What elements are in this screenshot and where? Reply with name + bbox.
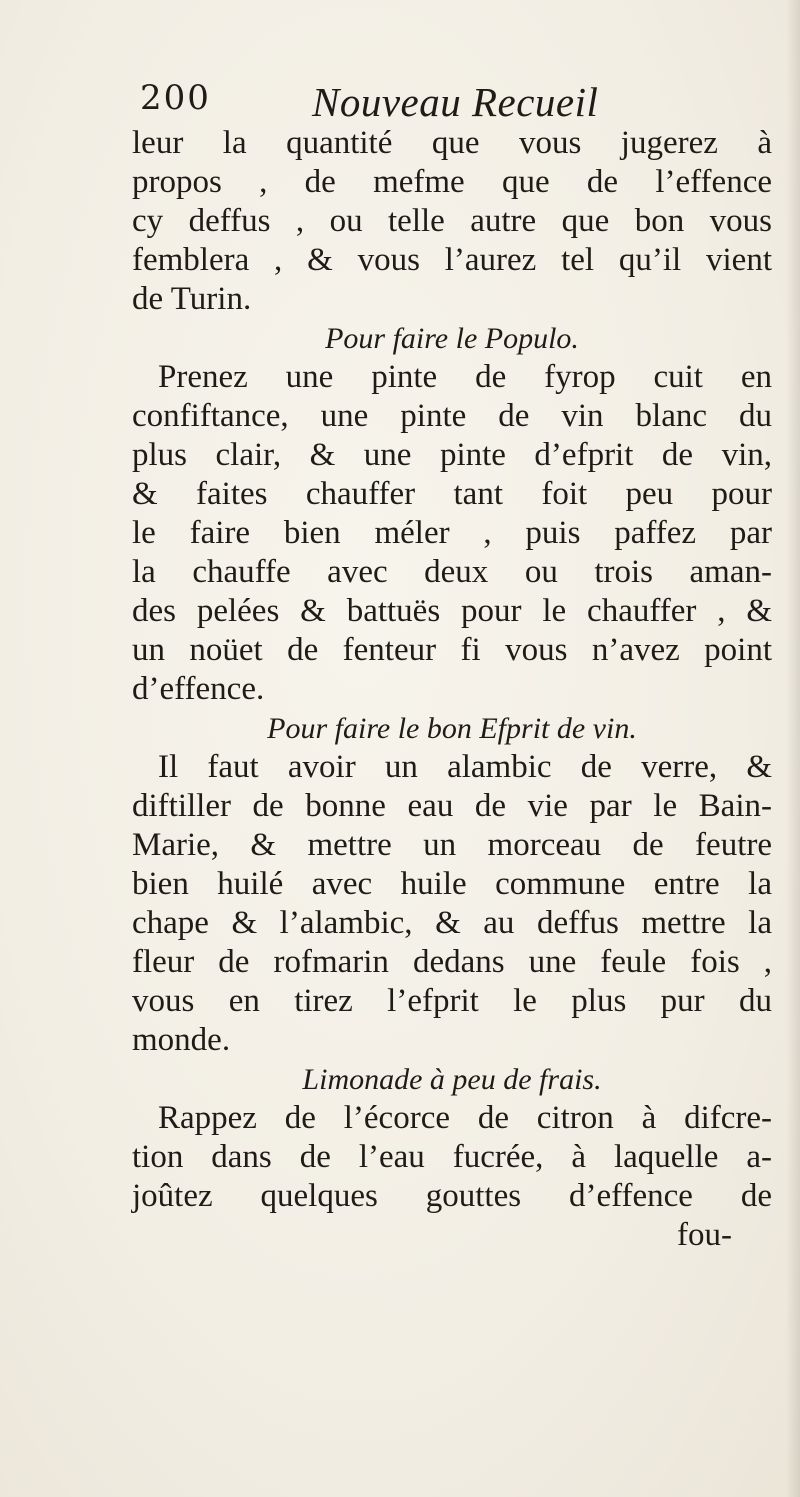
- section-heading-populo: Pour faire le Populo.: [325, 322, 579, 355]
- text-line: Rappez de l’écorce de citron à difcre-: [158, 1100, 772, 1136]
- page-edge-shadow: [786, 0, 800, 1497]
- catchword: fou-: [677, 1217, 732, 1253]
- text-line: Marie, & mettre un morceau de feutre: [132, 827, 772, 863]
- text-line: des pelées & battuës pour le chauffer , &: [132, 593, 772, 629]
- text-line: de Turin.: [132, 281, 252, 317]
- text-line: diftiller de bonne eau de vie par le Bain-: [132, 788, 772, 824]
- text-line: plus clair, & une pinte d’efprit de vin,: [132, 437, 772, 473]
- text-line: monde.: [132, 1022, 231, 1058]
- text-line: tion dans de l’eau fucrée, à laquelle a-: [132, 1139, 772, 1175]
- text-line: le faire bien méler , puis paffez par: [132, 515, 772, 551]
- text-line: joûtez quelques gouttes d’effence de: [132, 1178, 772, 1214]
- text-line: bien huilé avec huile commune entre la: [132, 866, 772, 902]
- text-line: d’effence.: [132, 671, 265, 707]
- text-line: chape & l’alambic, & au deffus mettre la: [132, 905, 772, 941]
- text-line: cy deffus , ou telle autre que bon vous: [132, 203, 772, 239]
- text-line: confiftance, une pinte de vin blanc du: [132, 398, 772, 434]
- text-line: femblera , & vous l’aurez tel qu’il vient: [132, 242, 772, 278]
- text-line: Il faut avoir un alambic de verre, &: [158, 749, 772, 785]
- text-line: propos , de mefme que de l’effence: [132, 164, 772, 200]
- text-line: vous en tirez l’efprit le plus pur du: [132, 983, 772, 1019]
- text-line: Prenez une pinte de fyrop cuit en: [158, 359, 772, 395]
- section-heading-esprit-de-vin: Pour faire le bon Efprit de vin.: [267, 712, 637, 745]
- page-header: [140, 78, 740, 128]
- page-number: 200: [140, 78, 211, 118]
- running-head: Nouveau Recueil: [312, 79, 599, 125]
- text-line: la chauffe avec deux ou trois aman-: [132, 554, 772, 590]
- text-line: fleur de rofmarin dedans une feule fois ,: [132, 944, 772, 980]
- page-text: [132, 124, 772, 1255]
- text-line: & faites chauffer tant foit peu pour: [132, 476, 772, 512]
- section-heading-limonade: Limonade à peu de frais.: [302, 1063, 602, 1096]
- text-line: un noüet de fenteur fi vous n’avez point: [132, 632, 772, 668]
- text-line: leur la quantité que vous jugerez à: [132, 125, 772, 161]
